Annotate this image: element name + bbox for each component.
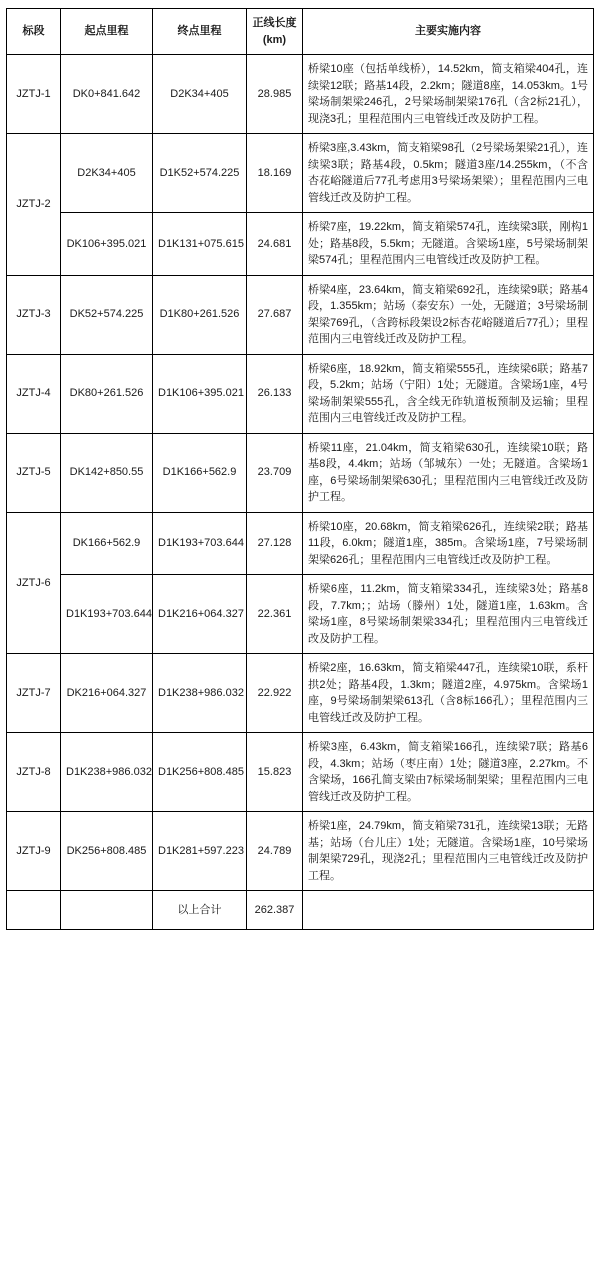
cell-segment: JZTJ-1 xyxy=(7,55,61,134)
header-row xyxy=(7,9,594,55)
cell-total-segment xyxy=(7,891,61,930)
cell-start-mileage: DK166+562.9 xyxy=(61,512,153,575)
cell-content: 桥梁1座，24.79km，简支箱梁731孔，连续梁13联；无路基；站场（台儿庄）1处；无隧道。含梁场1座，10号梁场制架梁729孔，现浇2孔；里程范围内三电管线迁改及防护工程。 xyxy=(303,812,594,891)
table-row xyxy=(7,433,594,512)
cell-total-label: 以上合计 xyxy=(153,891,247,930)
cell-segment: JZTJ-8 xyxy=(7,733,61,812)
cell-segment: JZTJ-5 xyxy=(7,433,61,512)
cell-segment: JZTJ-9 xyxy=(7,812,61,891)
column-header-mainline-length-unit: (km) xyxy=(262,33,287,46)
cell-end-mileage: D1K238+986.032 xyxy=(153,654,247,733)
cell-length: 24.789 xyxy=(247,812,303,891)
cell-length: 24.681 xyxy=(247,213,303,276)
cell-total-content xyxy=(303,891,594,930)
cell-content: 桥梁7座，19.22km，简支箱梁574孔，连续梁3联，刚构1处；路基8段，5.5km；无隧道。含梁场1座，5号梁场制架梁574孔；里程范围内三电管线迁改及防护工程。 xyxy=(303,213,594,276)
table-row xyxy=(7,512,594,575)
cell-start-mileage: DK0+841.642 xyxy=(61,55,153,134)
cell-length: 23.709 xyxy=(247,433,303,512)
column-header-mainline-length-text: 正线长度 xyxy=(252,17,297,29)
cell-segment: JZTJ-2 xyxy=(7,134,61,276)
cell-end-mileage: D2K34+405 xyxy=(153,55,247,134)
cell-end-mileage: D1K216+064.327 xyxy=(153,575,247,654)
cell-content: 桥梁3座,3.43km，简支箱梁98孔（2号梁场架梁21孔），连续梁3联；路基4段，0.5km；隧道3座/14.255km，（不含杏花峪隧道后77孔考虑用3号梁场架梁）；里程范围内三电管线迁改及防护工程。 xyxy=(303,134,594,213)
cell-start-mileage: DK256+808.485 xyxy=(61,812,153,891)
cell-segment: JZTJ-7 xyxy=(7,654,61,733)
cell-length: 22.361 xyxy=(247,575,303,654)
cell-content: 桥梁6座，11.2km，简支箱梁334孔，连续梁3处；路基8段，7.7km；；站场（滕州）1处，隧道1座，1.63km。含梁场1座，8号梁场制架梁334孔；里程范围内三电管线迁改及防护工程。 xyxy=(303,575,594,654)
table-row xyxy=(7,275,594,354)
table-header xyxy=(7,9,594,55)
cell-content: 桥梁4座，23.64km，简支箱梁692孔，连续梁9联；路基4段，1.355km；站场（泰安东）一处，无隧道；3号梁场制架梁769孔，（含跨标段架设2标杏花峪隧道后77孔）；里程范围内三电管线迁改及防护工程。 xyxy=(303,275,594,354)
cell-start-mileage: DK216+064.327 xyxy=(61,654,153,733)
cell-end-mileage: D1K106+395.021 xyxy=(153,354,247,433)
column-header-start-mileage: 起点里程 xyxy=(61,9,153,55)
cell-end-mileage: D1K80+261.526 xyxy=(153,275,247,354)
cell-start-mileage: DK80+261.526 xyxy=(61,354,153,433)
cell-content: 桥梁10座，20.68km，简支箱梁626孔，连续梁2联；路基11段，6.0km；隧道1座，385m。含梁场1座，7号梁场制架梁626孔；里程范围内三电管线迁改及防护工程。 xyxy=(303,512,594,575)
cell-segment: JZTJ-6 xyxy=(7,512,61,654)
cell-start-mileage: DK52+574.225 xyxy=(61,275,153,354)
table-row xyxy=(7,654,594,733)
column-header-mainline-length xyxy=(247,9,303,55)
cell-segment: JZTJ-4 xyxy=(7,354,61,433)
cell-content: 桥梁11座，21.04km，简支箱梁630孔，连续梁10联；路基8段，4.4km；站场（邹城东）一处；无隧道。含梁场1座，6号梁场制架梁630孔；里程范围内三电管线迁改及防护工程。 xyxy=(303,433,594,512)
table-row xyxy=(7,575,594,654)
table-row xyxy=(7,812,594,891)
cell-start-mileage: DK142+850.55 xyxy=(61,433,153,512)
cell-end-mileage: D1K281+597.223 xyxy=(153,812,247,891)
table-row xyxy=(7,213,594,276)
cell-content: 桥梁10座（包括单线桥），14.52km，简支箱梁404孔，连续梁12联；路基14段，2.2km；隧道8座，14.053km。1号梁场制架梁246孔，2号梁场制架梁176孔（含2标21孔），现浇3孔；里程范围内三电管线迁改及防护工程。 xyxy=(303,55,594,134)
cell-length: 18.169 xyxy=(247,134,303,213)
cell-start-mileage: DK106+395.021 xyxy=(61,213,153,276)
cell-start-mileage: D2K34+405 xyxy=(61,134,153,213)
cell-end-mileage: D1K166+562.9 xyxy=(153,433,247,512)
cell-end-mileage: D1K131+075.615 xyxy=(153,213,247,276)
cell-length: 27.128 xyxy=(247,512,303,575)
cell-start-mileage: D1K238+986.032 xyxy=(61,733,153,812)
cell-length: 28.985 xyxy=(247,55,303,134)
cell-content: 桥梁3座，6.43km，简支箱梁166孔，连续梁7联；路基6段，4.3km；站场（枣庄南）1处；隧道3座，2.27km。不含梁场，166孔简支梁由7标梁场制架梁；里程范围内三电管线迁改及防护工程。 xyxy=(303,733,594,812)
table-row xyxy=(7,354,594,433)
cell-end-mileage: D1K52+574.225 xyxy=(153,134,247,213)
table-total-row xyxy=(7,891,594,930)
column-header-segment: 标段 xyxy=(7,9,61,55)
table-row xyxy=(7,733,594,812)
cell-content: 桥梁6座，18.92km，简支箱梁555孔，连续梁6联；路基7段，5.2km；站场（宁阳）1处；无隧道。含梁场1座，4号梁场制架梁555孔，含全线无砟轨道板预制及运输；里程范围内三电管线迁改及防护工程。 xyxy=(303,354,594,433)
cell-end-mileage: D1K256+808.485 xyxy=(153,733,247,812)
cell-end-mileage: D1K193+703.644 xyxy=(153,512,247,575)
cell-length: 22.922 xyxy=(247,654,303,733)
table-row xyxy=(7,134,594,213)
table-row xyxy=(7,55,594,134)
table-body xyxy=(7,55,594,930)
cell-length: 27.687 xyxy=(247,275,303,354)
implementation-content-table xyxy=(6,8,594,930)
cell-total-start xyxy=(61,891,153,930)
cell-segment: JZTJ-3 xyxy=(7,275,61,354)
cell-length: 26.133 xyxy=(247,354,303,433)
column-header-end-mileage: 终点里程 xyxy=(153,9,247,55)
cell-length: 15.823 xyxy=(247,733,303,812)
column-header-content: 主要实施内容 xyxy=(303,9,594,55)
cell-total-length: 262.387 xyxy=(247,891,303,930)
cell-start-mileage: D1K193+703.644 xyxy=(61,575,153,654)
cell-content: 桥梁2座，16.63km，简支箱梁447孔，连续梁10联，系杆拱2处；路基4段，1.3km；隧道2座，4.975km。含梁场1座，9号梁场制架梁613孔（含8标166孔）；里程范围内三电管线迁改及防护工程。 xyxy=(303,654,594,733)
